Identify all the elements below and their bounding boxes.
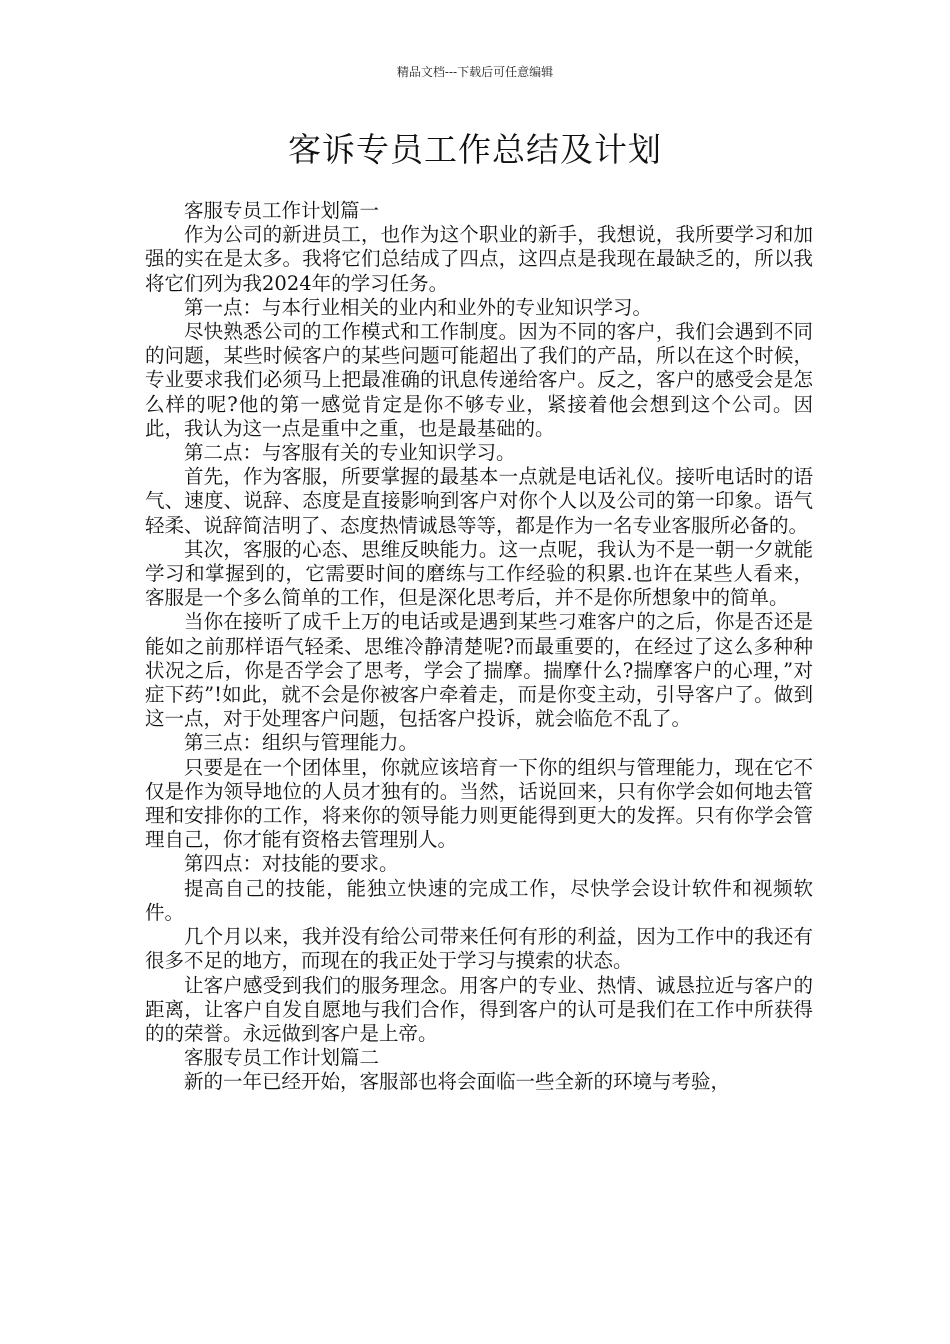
body-paragraph: 提高自己的技能，能独立快速的完成工作，尽快学会设计软件和视频软件。 [145,876,813,924]
body-paragraph: 当你在接听了成千上万的电话或是遇到某些刁难客户的之后，你是否还是能如之前那样语气轻柔、思维冷静清楚呢?而最重要的，在经过了这么多种种状况之后，你是否学会了思考，学会了揣摩。揣摩什么?揣摩客户的心理，”对症下药”!如此，就不会是你被客户牵着走，而是你变主动，引导客户了。做到这一点，对于处理客户问题，包括客户投诉，就会临危不乱了。 [145,610,813,731]
body-paragraph: 新的一年已经开始，客服部也将会面临一些全新的环境与考验， [184,1070,731,1094]
body-paragraph: 让客户感受到我们的服务理念。用客户的专业、热情、诚恳拉近与客户的距离，让客户自发自愿地与我们合作，得到客户的认可是我们在工作中所获得的的荣誉。永远做到客户是上帝。 [145,973,813,1045]
section-heading-plan-two: 客服专员工作计划篇二 [184,1046,380,1070]
section-heading-plan-one: 客服专员工作计划篇一 [184,199,380,222]
point-heading-four: 第四点：对技能的要求。 [184,852,399,876]
body-paragraph: 其次，客服的心态、思维反映能力。这一点呢，我认为不是一朝一夕就能学习和掌握到的，它需要时间的磨练与工作经验的积累.也许在某些人看来，客服是一个多么简单的工作，但是深化思考后，并不是你所想象中的简单。 [145,537,813,610]
body-paragraph: 首先，作为客服，所要掌握的最基本一点就是电话礼仪。接听电话时的语气、速度、说辞、态度是直接影响到客户对你个人以及公司的第一印象。语气轻柔、说辞简洁明了、态度热情诚恳等等，都是作为一名专业客服所必备的。 [145,465,813,537]
body-paragraph: 尽快熟悉公司的工作模式和工作制度。因为不同的客户，我们会遇到不同的问题，某些时候客户的某些问题可能超出了我们的产品，所以在这个时候，专业要求我们必须马上把最准确的讯息传递给客户。反之，客户的感受会是怎么样的呢?他的第一感觉肯定是你不够专业，紧接着他会想到这个公司。因此，我认为这一点是重中之重，也是最基础的。 [145,320,813,440]
point-heading-one: 第一点：与本行业相关的业内和业外的专业知识学习。 [184,295,653,319]
body-paragraph: 只要是在一个团体里，你就应该培育一下你的组织与管理能力，现在它不仅是作为领导地位的人员才独有的。当然，话说回来，只有你学会如何地去管理和安排你的工作，将来你的领导能力则更能得到更大的发挥。只有你学会管理自己，你才能有资格去管理别人。 [145,755,813,852]
page-header: 精品文档---下载后可任意编辑 [396,65,554,79]
body-paragraph: 作为公司的新进员工，也作为这个职业的新手，我想说，我所要学习和加强的实在是太多。我将它们总结成了四点，这四点是我现在最缺乏的，所以我将它们列为我2024年的学习任务。 [145,223,813,295]
point-heading-two: 第二点：与客服有关的专业知识学习。 [184,441,516,465]
document-title: 客诉专员工作总结及计划 [288,130,662,169]
point-heading-three: 第三点：组织与管理能力。 [184,731,419,755]
body-paragraph: 几个月以来，我并没有给公司带来任何有形的利益，因为工作中的我还有很多不足的地方，而现在的我正处于学习与摸索的状态。 [145,925,813,973]
document-body [145,199,813,1095]
